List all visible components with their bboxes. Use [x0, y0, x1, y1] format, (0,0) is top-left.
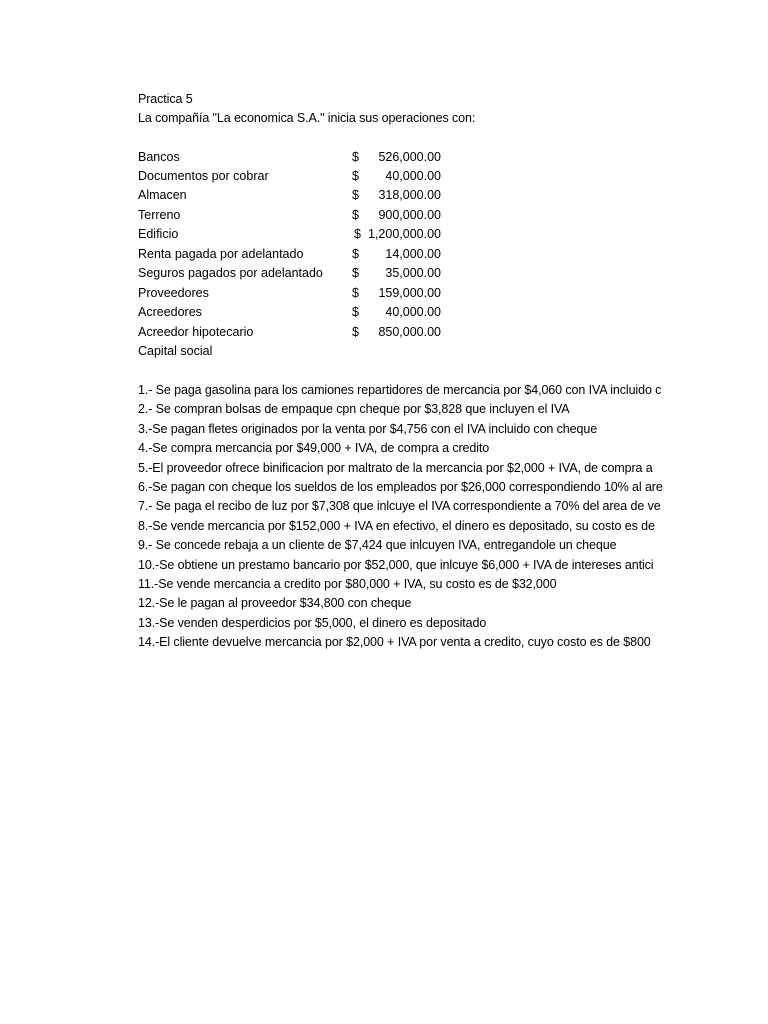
transaction-item: 4.-Se compra mercancia por $49,000 + IVA, de compra a credito	[138, 441, 490, 456]
intro-text: La compañía "La economica S.A." inicia sus operaciones con:	[138, 111, 476, 125]
currency-symbol: $	[354, 227, 361, 241]
transaction-item: 6.-Se pagan con cheque los sueldos de los empleados por $26,000 correspondiendo 10% al are	[138, 480, 663, 495]
account-name: Documentos por cobrar	[138, 169, 269, 183]
transaction-item: 10.-Se obtiene un prestamo bancario por $52,000, que inlcuye $6,000 + IVA de intereses antici	[138, 557, 654, 572]
transaction-item: 5.-El proveedor ofrece binificacion por maltrato de la mercancia por $2,000 + IVA, de compra a	[138, 460, 653, 475]
account-amount: 526,000.00	[378, 150, 441, 164]
currency-symbol: $	[352, 305, 359, 319]
currency-symbol: $	[352, 286, 359, 300]
currency-symbol: $	[352, 150, 359, 164]
account-amount: 1,200,000.00	[368, 227, 441, 241]
transaction-item: 2.- Se compran bolsas de empaque cpn cheque por $3,828 que incluyen el IVA	[138, 402, 570, 417]
transaction-item: 14.-El cliente devuelve mercancia por $2,000 + IVA por venta a credito, cuyo costo es de $800	[138, 635, 651, 650]
currency-symbol: $	[352, 325, 359, 339]
currency-symbol: $	[352, 188, 359, 202]
currency-symbol: $	[352, 266, 359, 280]
account-name: Seguros pagados por adelantado	[138, 266, 323, 280]
account-name: Edificio	[138, 227, 179, 241]
account-name: Proveedores	[138, 286, 209, 300]
account-name: Acreedores	[138, 305, 202, 319]
account-amount: 159,000.00	[378, 286, 441, 300]
currency-symbol: $	[352, 169, 359, 183]
transaction-item: 13.-Se venden desperdicios por $5,000, el dinero es depositado	[138, 615, 487, 630]
account-name: Bancos	[138, 150, 180, 164]
transaction-item: 8.-Se vende mercancia por $152,000 + IVA en efectivo, el dinero es depositado, su costo es de	[138, 518, 655, 533]
account-amount: 900,000.00	[378, 208, 441, 222]
transaction-item: 9.- Se concede rebaja a un cliente de $7,424 que inlcuyen IVA, entregandole un cheque	[138, 538, 617, 553]
account-name: Capital social	[138, 344, 213, 358]
account-amount: 40,000.00	[385, 169, 441, 183]
transaction-item: 7.- Se paga el recibo de luz por $7,308 que inlcuye el IVA correspondiente a 70% del area de ve	[138, 499, 661, 514]
transaction-item: 1.- Se paga gasolina para los camiones repartidores de mercancia por $4,060 con IVA incluido c	[138, 383, 662, 397]
account-name: Acreedor hipotecario	[138, 325, 254, 339]
account-amount: 40,000.00	[385, 305, 441, 319]
account-amount: 14,000.00	[385, 247, 441, 261]
account-amount: 318,000.00	[378, 188, 441, 202]
account-amount: 35,000.00	[385, 266, 441, 280]
transaction-item: 11.-Se vende mercancia a credito por $80,000 + IVA, su costo es de $32,000	[138, 577, 557, 592]
account-name: Terreno	[138, 208, 181, 222]
page-title: Practica 5	[138, 92, 193, 106]
account-amount: 850,000.00	[378, 325, 441, 339]
transactions-list	[138, 381, 668, 653]
account-name: Renta pagada por adelantado	[138, 247, 304, 261]
account-name: Almacen	[138, 188, 187, 202]
transaction-item: 3.-Se pagan fletes originados por la venta por $4,756 con el IVA incluido con cheque	[138, 421, 598, 436]
transaction-item: 12.-Se le pagan al proveedor $34,800 con cheque	[138, 596, 412, 611]
currency-symbol: $	[352, 208, 359, 222]
currency-symbol: $	[352, 247, 359, 261]
